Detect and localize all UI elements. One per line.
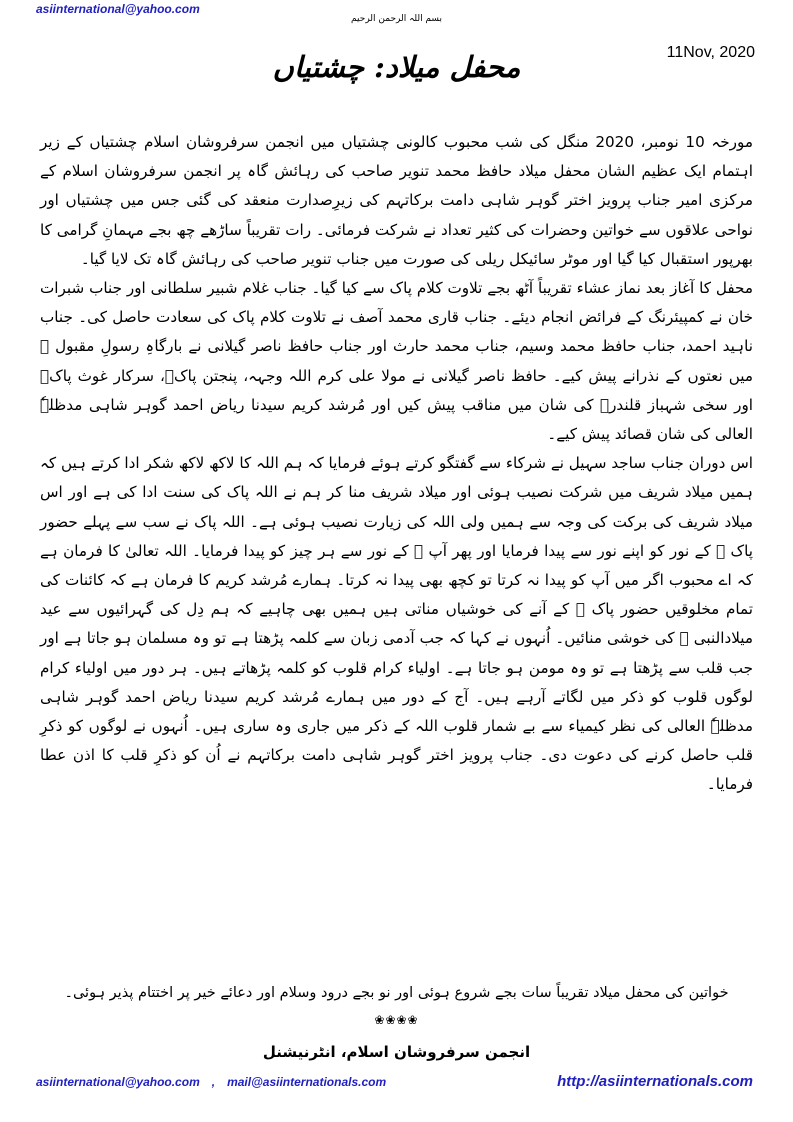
article-date: 11Nov, 2020 [666, 44, 755, 61]
paragraph-1: مورخہ 10 نومبر، 2020 منگل کی شب محبوب کالونی چشتیاں میں انجمن سرفروشان اسلام چشتیاں کے زیر اہتمام ایک عظیم الشان محفل میلاد حافظ محمد تنویر صاحب کی رہائش گاہ پر انجمن سرفروشان اسلام کے مرکزی امیر جناب پرویز اختر گوہر شاہی دامت برکاتہم کی زیرِصدارت منعقد کی گئی جس میں چشتیاں اور نواحی علاقوں سے خواتین وحضرات کی کثیر تعداد نے شرکت فرمائی۔ رات تقریباً ساڑھے چھ بجے مہمانِ گرامی کا بھرپور استقبال کیا گیا اور موٹر سائیکل ریلی کی صورت میں جناب تنویر صاحب کی رہائش گاہ تک لایا گیا۔ [40, 133, 753, 268]
header-email-link[interactable]: asiinternational@yahoo.com [36, 2, 200, 16]
footer-separator: , [211, 1075, 216, 1089]
bismillah-heading: بسم اللہ الرحمن الرحیم [351, 14, 442, 24]
article-body [40, 128, 753, 800]
paragraph-3: اس دوران جناب ساجد سہیل نے شرکاء سے گفتگو کرتے ہوئے فرمایا کہ ہم اللہ کا لاکھ لاکھ شکر ادا کرتے ہیں کہ ہمیں میلاد شریف میں شرکت نصیب ہوئی اور میلاد شریف منا کر ہم نے اللہ پاک کی سنت ادا کی ہے اور اس میلاد شریف کی برکت کی وجہ سے ہمیں ولی اللہ کی زیارت نصیب ہوئی ہے۔ اللہ پاک نے سب سے پہلے حضور پاک ﷺ کے نور کو اپنے نور سے پیدا فرمایا اور پھر آپ ﷺ کے نور سے ہر چیز کو پیدا فرمایا۔ اللہ تعالیٰ کا فرمان ہے کہ اے محبوب اگر میں آپ کو پیدا نہ کرتا تو کچھ بھی پیدا نہ کرتا۔ ہمارے مُرشد کریم کا فرمان ہے کہ کائنات کی تمام مخلوقیں حضور پاک ﷺ کے آنے کی خوشیاں مناتی ہیں ہمیں بھی چاہیے کہ ہم دِل کی گہرائیوں سے عید میلادالنبی ﷺ کی خوشی منائیں۔ اُنہوں نے کہا کہ جب آدمی زبان سے کلمہ پڑھتا ہے تو وہ مسلمان ہو جاتا ہے اور جب قلب سے پڑھتا ہے تو وہ مومن ہو جاتا ہے۔ اولیاء کرام قلوب کو کلمہ پڑھاتے ہیں۔ ہر دور میں اولیاء کرام لوگوں قلوب کو ذکر میں لگاتے آرہے ہیں۔ آج کے دور میں ہمارے مُرشد کریم سیدنا ریاض احمد گوہر شاہی مدظلہٗ العالی کی نظر کیمیاء سے بے شمار قلوب اللہ کے ذکر میں جاری وہ ساری ہیں۔ اُنہوں نے لوگوں کو ذکرِ قلب حاصل کرنے کی دعوت دی۔ جناب پرویز اختر گوہر شاہی دامت برکاتہم نے اُن کو ذکرِ قلب کا اذن عطا فرمایا۔ [40, 454, 753, 794]
footer-email-2-link[interactable]: mail@asiinternationals.com [227, 1075, 387, 1089]
footer-email-1-link[interactable]: asiinternational@yahoo.com [36, 1075, 200, 1089]
footer-website-link[interactable]: http://asiinternationals.com [557, 1073, 753, 1090]
paragraph-2: محفل کا آغاز بعد نماز عشاء تقریباً آٹھ بجے تلاوت کلام پاک سے کیا گیا۔ جناب غلام شبیر سلطانی اور جناب شبرات خان نے کمپیئرنگ کے فرائض انجام دیئے۔ جناب قاری محمد آصف نے تلاوت کلام پاک کی سعادت حاصل کی۔ جناب ناہید احمد، جناب حافظ محمد وسیم، جناب محمد حارث اور جناب حافظ ناصر گیلانی نے بارگاہِ رسولِ مقبول ﷺ میں نعتوں کے نذرانے پیش کیے۔ حافظ ناصر گیلانی نے مولا علی کرم اللہ وجہہ، پنجتن پاکؑ، سرکار غوث پاکؒ اور سخی شہباز قلندرؒ کی شان میں مناقب پیش کیں اور مُرشد کریم سیدنا ریاض احمد گوہر شاہی مدظلہٗ العالی کی شان قصائد پیش کیے۔ [40, 279, 753, 444]
ornament-divider: ❀❀❀❀ [374, 1013, 419, 1027]
organization-name: انجمن سرفروشان اسلام، انٹرنیشنل [262, 1043, 531, 1061]
closing-line: خواتین کی محفل میلاد تقریباً سات بجے شروع ہوئی اور نو بجے درود وسلام اور دعائے خیر پر اختتام پذیر ہوئی۔ [64, 985, 729, 1001]
article-title: محفل میلاد: چشتیاں [272, 50, 521, 84]
footer-emails [36, 1075, 386, 1089]
